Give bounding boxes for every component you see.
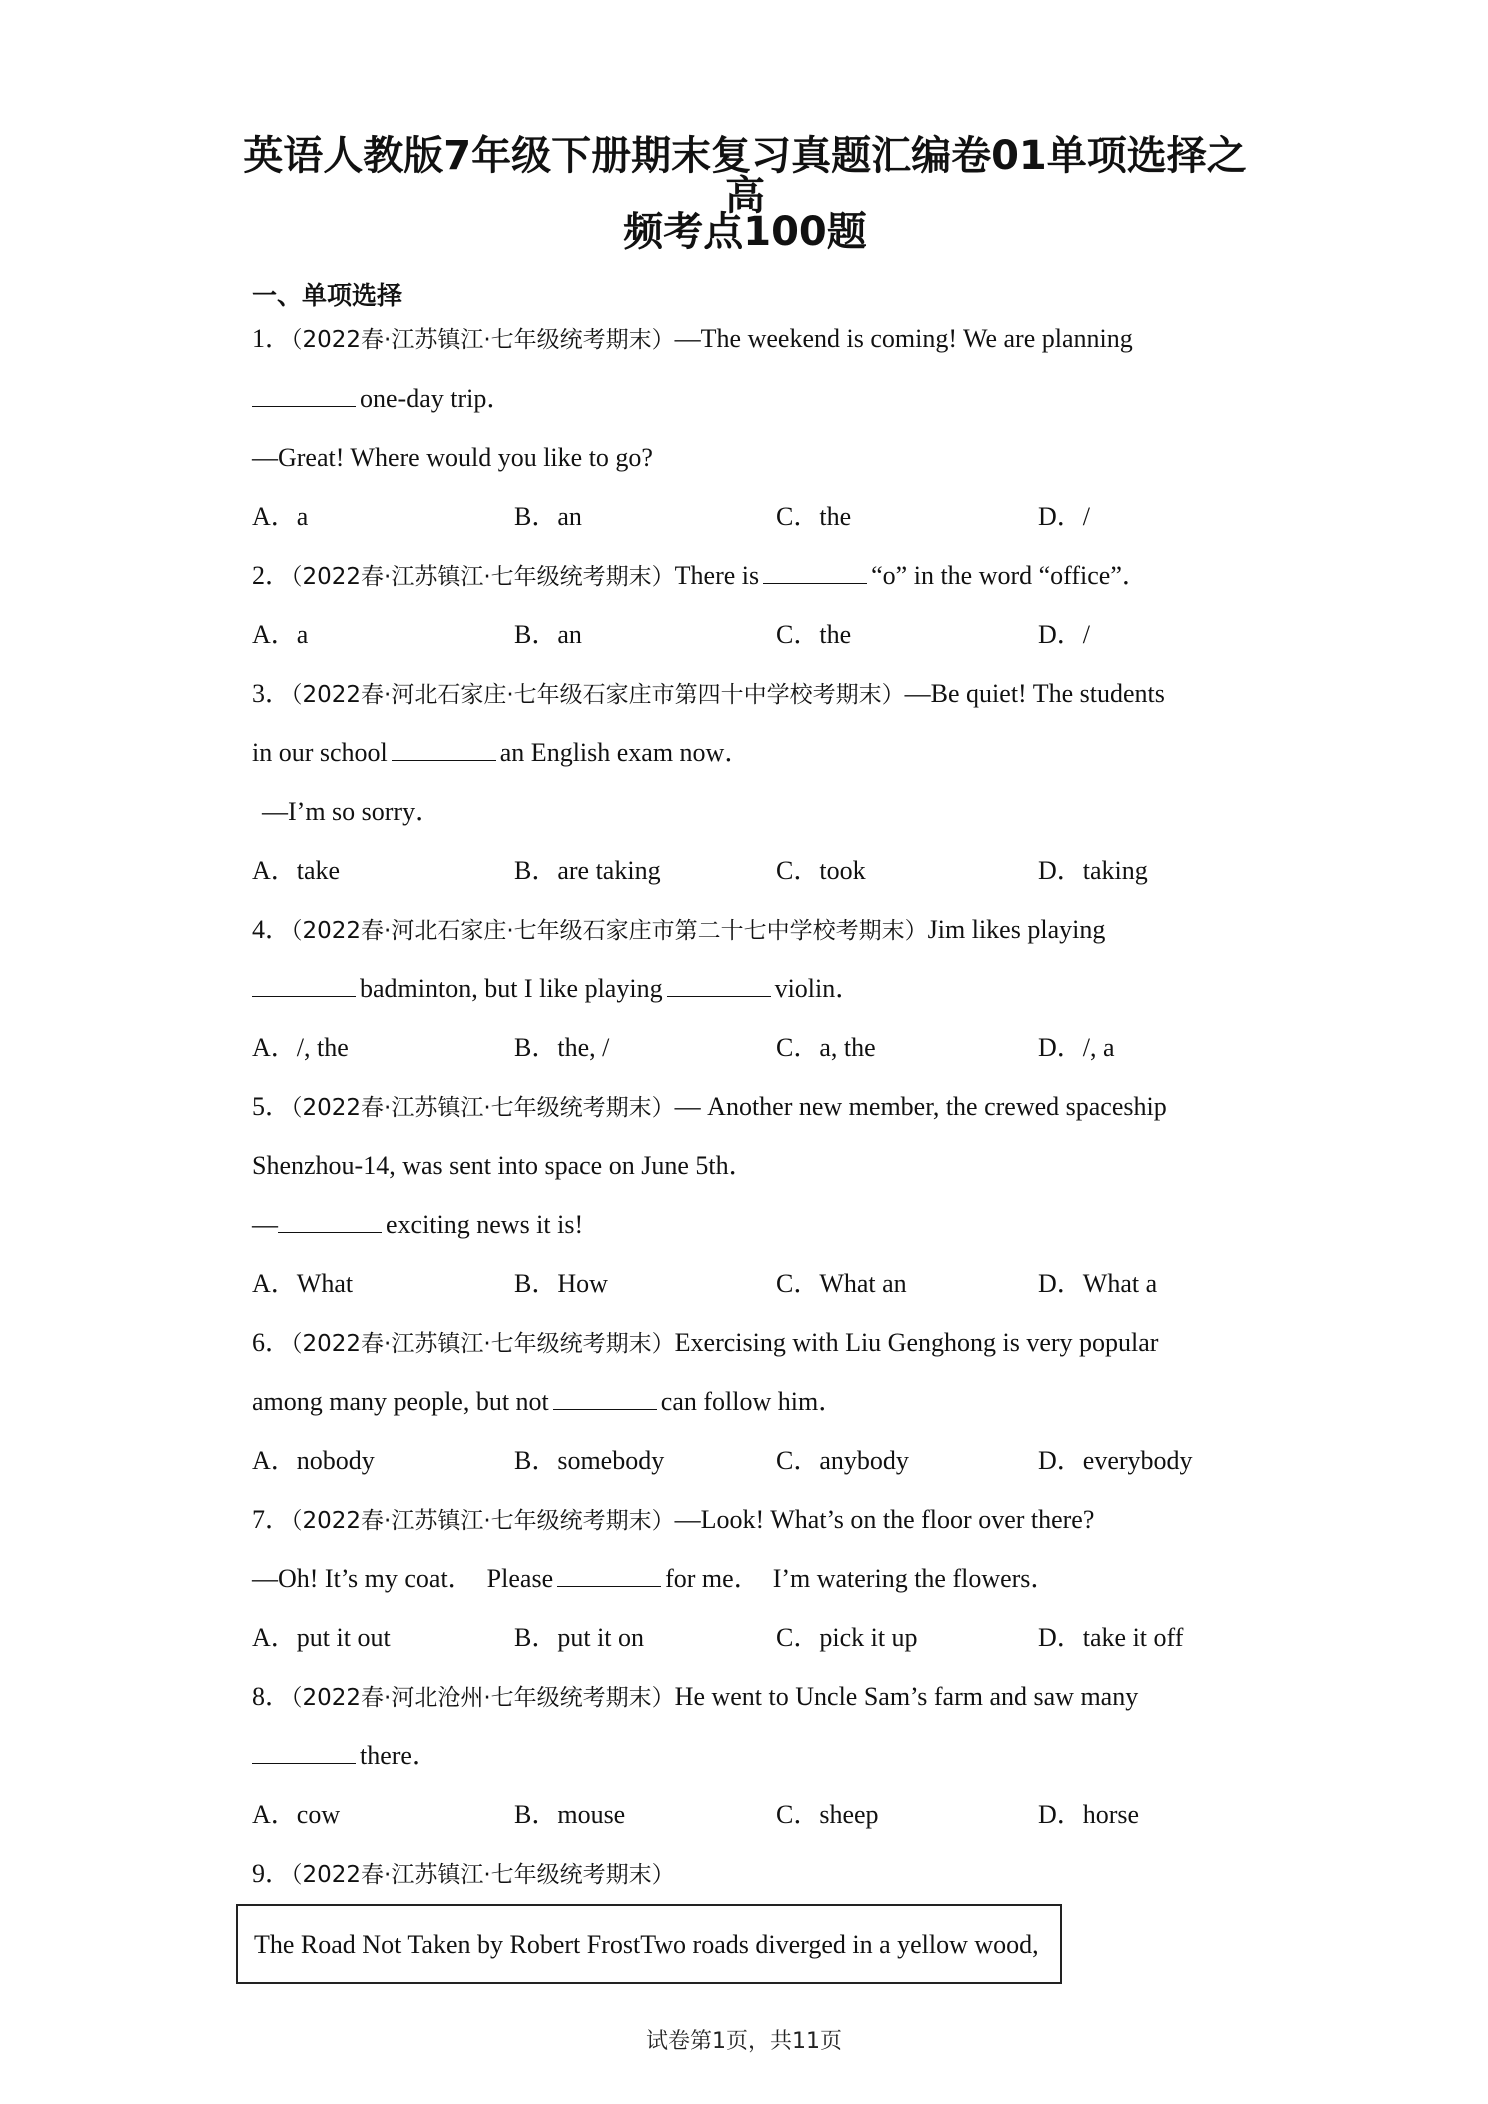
question-6-line-1: 6．（2022春·江苏镇江·七年级统考期末）Exercising with Liu Genghong is very popular: [252, 1328, 1159, 1357]
option-d: D．take it off: [1038, 1623, 1184, 1652]
question-1-line-1: 1．（2022春·江苏镇江·七年级统考期末）—The weekend is coming! We are planning: [252, 324, 1133, 353]
question-8-line-2: there．: [252, 1741, 438, 1771]
question-8-options: [252, 1800, 1292, 1830]
question-7-options: [252, 1623, 1292, 1653]
option-b: B．an: [514, 502, 582, 531]
question-source: （2022春·河北石家庄·七年级石家庄市第二十七中学校考期末）: [291, 918, 928, 944]
question-1-line-3: —Great! Where would you like to go?: [252, 443, 653, 472]
question-5-options: [252, 1269, 1292, 1299]
option-d: D．/: [1038, 620, 1091, 649]
answer-blank: [252, 974, 356, 997]
question-4-line-2: badminton, but I like playing violin．: [252, 974, 861, 1004]
option-d: D．everybody: [1038, 1446, 1193, 1475]
answer-blank: [392, 738, 496, 761]
question-1-line-2: one-day trip．: [252, 384, 512, 414]
option-a: A．take: [252, 856, 341, 885]
question-6-options: [252, 1446, 1292, 1476]
question-7-line-1: 7．（2022春·江苏镇江·七年级统考期末）—Look! What’s on the floor over there?: [252, 1505, 1095, 1534]
option-b: B．the, /: [514, 1033, 610, 1062]
poem-text-box: [236, 1904, 1062, 1984]
question-source: （2022春·江苏镇江·七年级统考期末）: [291, 1331, 675, 1357]
page-footer: 试卷第1页，共11页: [646, 2029, 842, 2054]
option-c: C．anybody: [776, 1446, 909, 1475]
option-a: A．put it out: [252, 1623, 391, 1652]
question-source: （2022春·河北石家庄·七年级石家庄市第四十中学校考期末）: [291, 682, 905, 708]
answer-blank: [252, 1741, 356, 1764]
question-5-line-1: 5．（2022春·江苏镇江·七年级统考期末）— Another new member, the crewed spaceship: [252, 1092, 1167, 1121]
option-a: A．What: [252, 1269, 354, 1298]
question-7-line-2: —Oh! It’s my coat． Please for me． I’m watering the flowers．: [252, 1564, 1057, 1593]
question-4-line-1: 4．（2022春·河北石家庄·七年级石家庄市第二十七中学校考期末）Jim likes playing: [252, 915, 1106, 944]
option-d: D．horse: [1038, 1800, 1140, 1829]
question-source: （2022春·江苏镇江·七年级统考期末）: [291, 1862, 675, 1888]
option-d: D．What a: [1038, 1269, 1158, 1298]
option-d: D．taking: [1038, 856, 1148, 885]
question-2-options: [252, 620, 1292, 650]
option-d: D．/, a: [1038, 1033, 1115, 1062]
question-3-options: [252, 856, 1292, 886]
title-line-1: 英语人教版7年级下册期末复习真题汇编卷01单项选择之高: [243, 133, 1247, 219]
option-a: A．a: [252, 502, 309, 531]
option-b: B．an: [514, 620, 582, 649]
option-b: B．put it on: [514, 1623, 645, 1652]
question-source: （2022春·江苏镇江·七年级统考期末）: [291, 564, 675, 590]
question-1-options: [252, 502, 1292, 532]
question-5-line-2: Shenzhou-14, was sent into space on June 5th．: [252, 1151, 755, 1180]
option-b: B．are taking: [514, 856, 661, 885]
section-heading: 一、单项选择: [252, 281, 403, 310]
option-c: C．the: [776, 620, 852, 649]
question-2-line-1: 2．（2022春·江苏镇江·七年级统考期末）There is “o” in the word “office”．: [252, 561, 1148, 590]
option-c: C．pick it up: [776, 1623, 918, 1652]
option-c: C．a, the: [776, 1033, 876, 1062]
question-3-line-3: —I’m so sorry．: [262, 797, 442, 826]
answer-blank: [763, 561, 867, 584]
question-4-options: [252, 1033, 1292, 1063]
option-c: C．the: [776, 502, 852, 531]
question-8-line-1: 8．（2022春·河北沧州·七年级统考期末）He went to Uncle Sam’s farm and saw many: [252, 1682, 1139, 1711]
option-d: D．/: [1038, 502, 1091, 531]
option-c: C．What an: [776, 1269, 907, 1298]
question-source: （2022春·江苏镇江·七年级统考期末）: [291, 1095, 675, 1121]
question-source: （2022春·江苏镇江·七年级统考期末）: [291, 1508, 675, 1534]
question-source: （2022春·河北沧州·七年级统考期末）: [291, 1685, 675, 1711]
poem-text: The Road Not Taken by Robert FrostTwo roads diverged in a yellow wood,: [254, 1930, 1039, 1959]
title-line-2: 频考点100题: [623, 209, 867, 255]
question-6-line-2: among many people, but not can follow him．: [252, 1387, 845, 1416]
question-3-line-2: in our school an English exam now．: [252, 738, 751, 767]
option-c: C．took: [776, 856, 866, 885]
answer-blank: [667, 974, 771, 997]
question-source: （2022春·江苏镇江·七年级统考期末）: [291, 327, 675, 353]
option-a: A．a: [252, 620, 309, 649]
option-c: C．sheep: [776, 1800, 879, 1829]
option-a: A．/, the: [252, 1033, 349, 1062]
option-b: B．somebody: [514, 1446, 665, 1475]
question-5-line-3: — exciting news it is!: [252, 1210, 584, 1239]
question-3-line-1: 3．（2022春·河北石家庄·七年级石家庄市第四十中学校考期末）—Be quiet! The students: [252, 679, 1165, 708]
answer-blank: [553, 1387, 657, 1410]
option-a: A．nobody: [252, 1446, 375, 1475]
option-b: B．How: [514, 1269, 608, 1298]
question-9-line-1: 9．（2022春·江苏镇江·七年级统考期末）: [252, 1859, 675, 1888]
answer-blank: [557, 1564, 661, 1587]
option-b: B．mouse: [514, 1800, 626, 1829]
answer-blank: [278, 1210, 382, 1233]
answer-blank: [252, 384, 356, 407]
option-a: A．cow: [252, 1800, 341, 1829]
